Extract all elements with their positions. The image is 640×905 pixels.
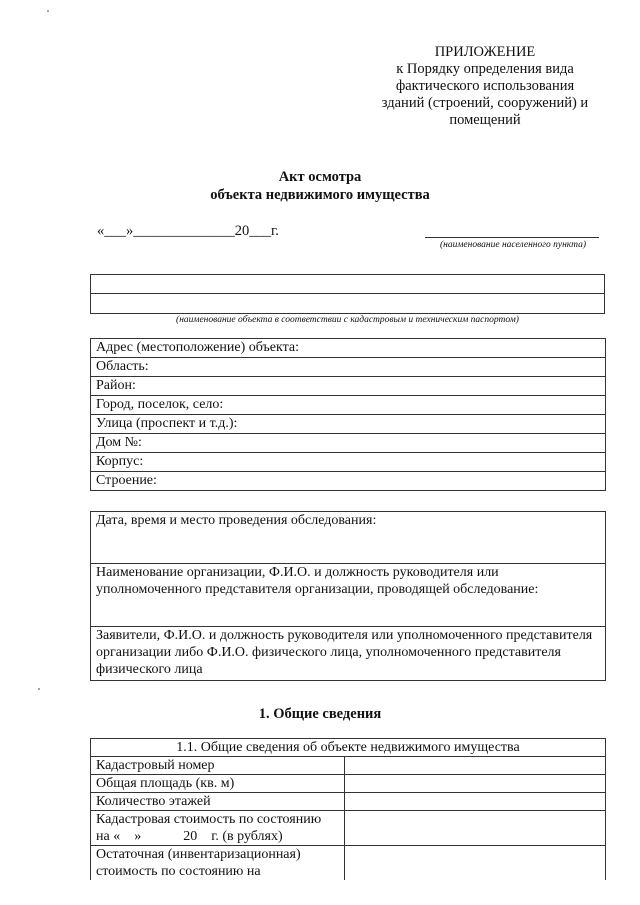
table-row (91, 793, 606, 811)
floors-value (345, 793, 606, 811)
residual-value-label (91, 846, 345, 881)
table-row (91, 775, 606, 793)
section-heading: 1. Общие сведения (258, 706, 382, 722)
scan-speck (47, 10, 49, 12)
survey-organization-cell: Наименование организации, Ф.И.О. и должность руководителя или уполномоченного представителя организации, проводящей обследование: (91, 564, 606, 627)
appendix-header (370, 44, 600, 129)
scan-speck (38, 688, 40, 690)
table-row (91, 339, 606, 358)
appendix-line: фактического использования (395, 78, 575, 94)
residual-value-value (345, 846, 606, 881)
cadastral-number-label: Кадастровый номер (91, 757, 345, 775)
table-row (91, 627, 606, 681)
residual-value-line1: Остаточная (инвентаризационная) (96, 847, 301, 862)
cadastral-value-value (345, 811, 606, 846)
survey-date-cell: Дата, время и место проведения обследования: (91, 512, 606, 564)
object-name-divider (91, 293, 604, 294)
region-label: Область: (91, 358, 606, 377)
act-title-line2: объекта недвижимого имущества (210, 187, 430, 203)
table-row (91, 434, 606, 453)
object-name-caption: (наименование объекта в соответствии с кадастровым и техническим паспортом) (176, 315, 519, 325)
address-label: Адрес (местоположение) объекта: (91, 339, 606, 358)
survey-applicants-cell: Заявители, Ф.И.О. и должность руководителя или уполномоченного представителя организации либо Ф.И.О. физического лица, уполномоченного представителя физического лица (91, 627, 606, 681)
table-row (91, 453, 606, 472)
cadastral-value-line1: Кадастровая стоимость по состоянию (96, 812, 322, 827)
place-underline (425, 237, 599, 238)
table-row (91, 358, 606, 377)
table-row (91, 512, 606, 564)
street-label: Улица (проспект и т.д.): (91, 415, 606, 434)
appendix-line: ПРИЛОЖЕНИЕ (434, 44, 536, 60)
appendix-line: к Порядку определения вида (396, 61, 574, 77)
table-row (91, 739, 606, 757)
table-row (91, 811, 606, 846)
general-info-table-title: 1.1. Общие сведения об объекте недвижимого имущества (91, 739, 606, 757)
table-row (91, 757, 606, 775)
building-label: Корпус: (91, 453, 606, 472)
table-row (91, 472, 606, 491)
table-row (91, 415, 606, 434)
floors-label: Количество этажей (91, 793, 345, 811)
district-label: Район: (91, 377, 606, 396)
date-field: «___»______________20___г. (97, 223, 279, 239)
house-label: Дом №: (91, 434, 606, 453)
table-row (91, 846, 606, 881)
appendix-line: помещений (449, 112, 521, 128)
total-area-value (345, 775, 606, 793)
city-label: Город, поселок, село: (91, 396, 606, 415)
table-row (91, 377, 606, 396)
place-caption: (наименование населенного пункта) (439, 240, 586, 250)
general-info-table (90, 738, 606, 880)
survey-table (90, 511, 606, 681)
cadastral-value-line2: на « » 20 г. (в рублях) (96, 829, 283, 844)
cadastral-value-label (91, 811, 345, 846)
table-row (91, 396, 606, 415)
object-name-box (90, 274, 605, 314)
act-title-line1: Акт осмотра (278, 169, 362, 185)
act-title (0, 168, 640, 204)
cadastral-number-value (345, 757, 606, 775)
residual-value-line2: стоимость по состоянию на (96, 864, 261, 879)
total-area-label: Общая площадь (кв. м) (91, 775, 345, 793)
structure-label: Строение: (91, 472, 606, 491)
appendix-line: зданий (строений, сооружений) и (381, 95, 589, 111)
table-row (91, 564, 606, 627)
address-table (90, 338, 606, 491)
